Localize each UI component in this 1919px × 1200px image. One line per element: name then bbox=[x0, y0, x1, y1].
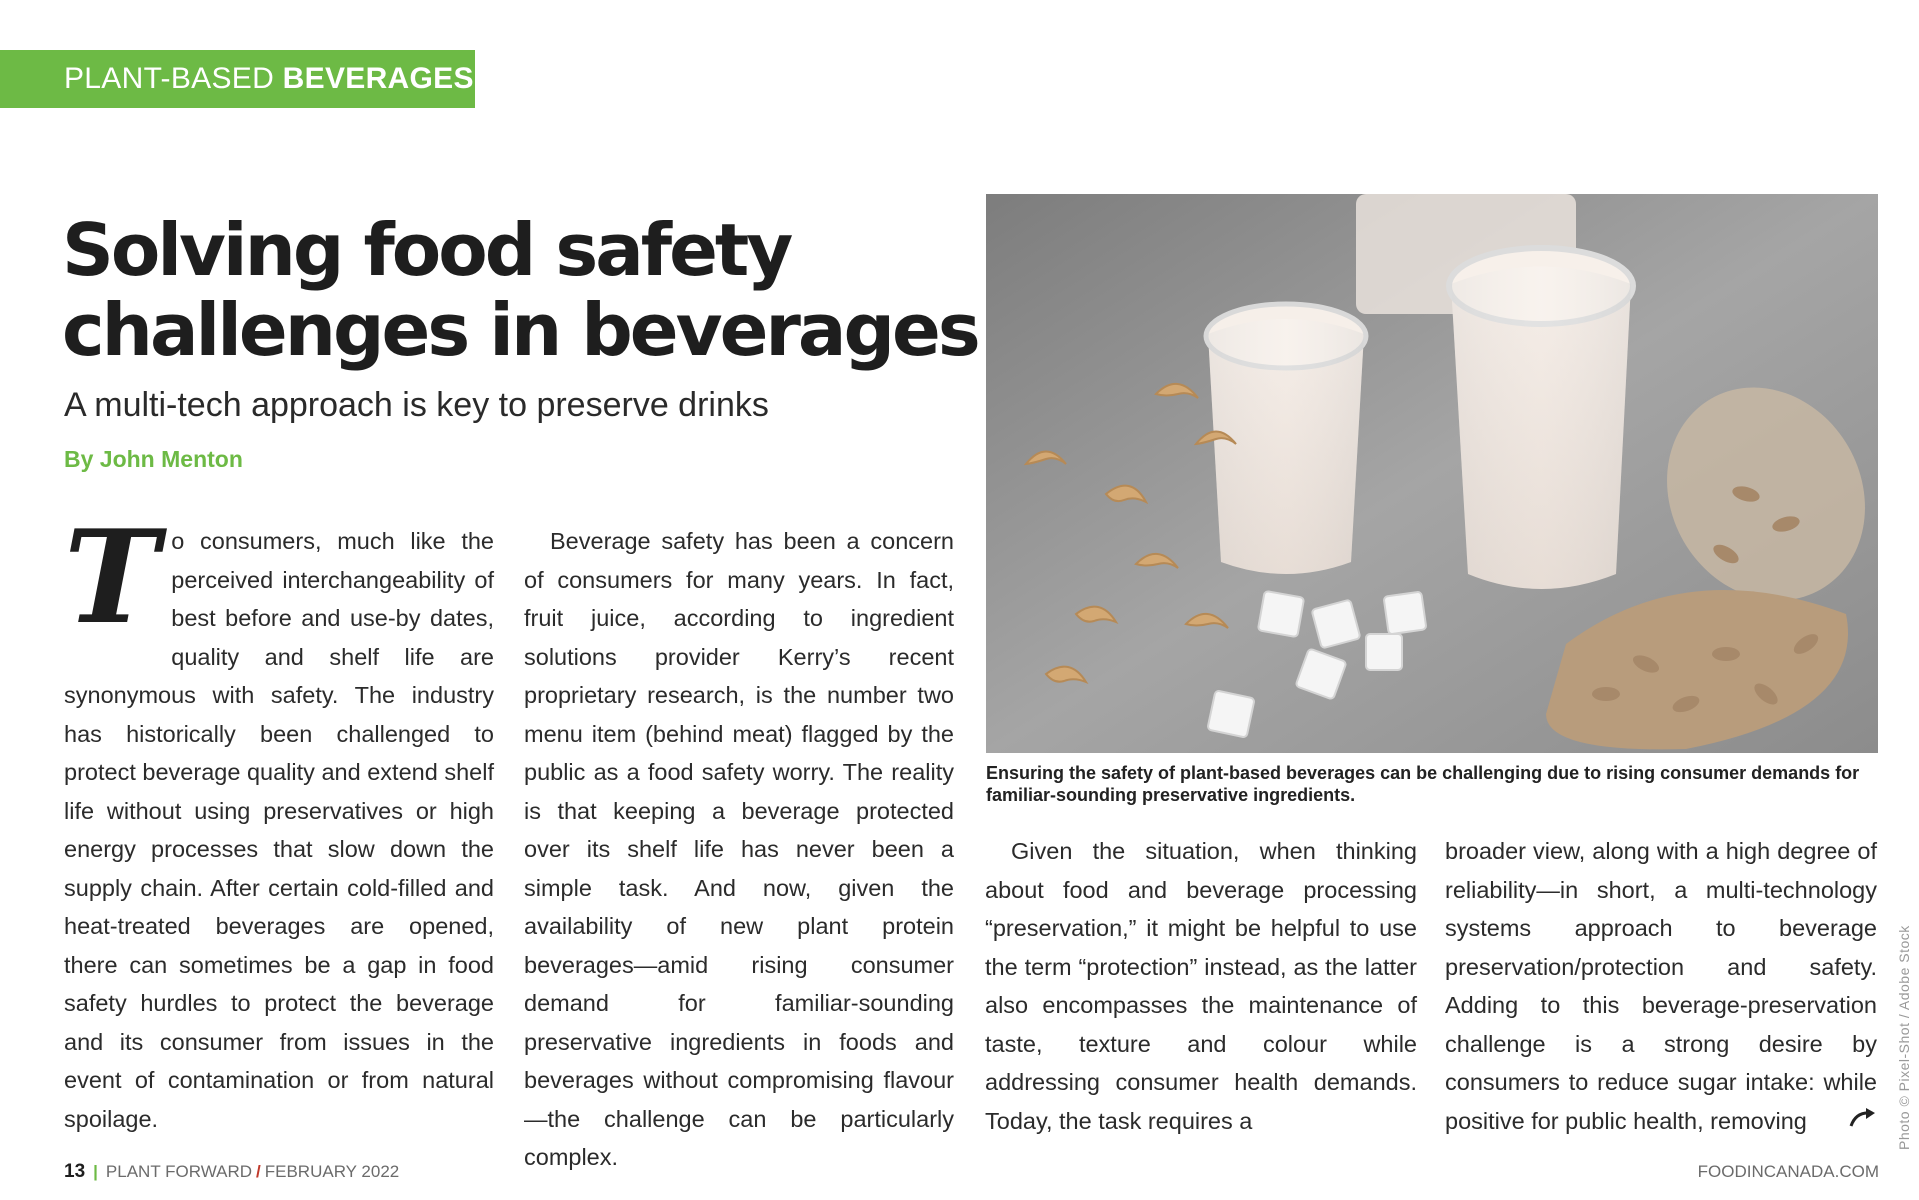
footer-separator: | bbox=[93, 1162, 98, 1181]
column-1-paragraph: o consumers, much like the perceived interchangeability of best before and use-by dates, quality and shelf life are synonymous with safety. The industry has historically been challenged to protect beverage quality and extend shelf life without using preservatives or high energy processes that slow down the supply chain. After certain cold-filled and heat-treated beverages are opened, there can sometimes be a gap in food safety hurdles to protect the beverage and its consumer from issues in the event of contamination or from natural spoilage. bbox=[64, 528, 494, 1132]
section-tag bbox=[0, 50, 475, 108]
article-photo bbox=[986, 194, 1878, 753]
column-4-paragraph: broader view, along with a high degree of reliability—in short, a multi-technology systems approach to beverage preservation/protection and safety. Adding to this beverage-preservation challenge is a strong desire by consumers to reduce sugar intake: while positive for public health, removing bbox=[1445, 838, 1877, 1134]
curved-arrow-icon bbox=[1848, 1106, 1878, 1130]
plant-milk-photo-illustration bbox=[986, 194, 1878, 753]
website-url[interactable]: FOODINCANADA.COM bbox=[1697, 1162, 1879, 1181]
section-tag-light: PLANT-BASED bbox=[64, 62, 283, 95]
article-title-line2: challenges in beverages bbox=[62, 288, 978, 372]
publication-name: PLANT FORWARD bbox=[105, 1162, 252, 1181]
article-byline: By John Menton bbox=[64, 446, 243, 472]
issue-date: FEBRUARY 2022 bbox=[264, 1162, 400, 1181]
photo-credit: Photo © Pixel-Shot / Adobe Stock bbox=[1896, 925, 1912, 1150]
text-column-1 bbox=[64, 503, 494, 1138]
column-3-paragraph: Given the situation, when thinking about food and beverage processing “preservation,” it might be helpful to use the term “protection” instead, as the latter also encompasses the maintenance of taste, texture and colour while addressing consumer health demands. Today, the task requires a bbox=[985, 838, 1417, 1134]
article-title bbox=[62, 210, 982, 370]
article-title-line1: Solving food safety bbox=[62, 208, 791, 292]
page-footer-left bbox=[64, 1161, 399, 1183]
text-column-2 bbox=[524, 522, 954, 1177]
footer-slash: / bbox=[256, 1162, 261, 1181]
text-column-4 bbox=[1445, 832, 1877, 1140]
page-number: 13 bbox=[64, 1161, 86, 1182]
text-column-3 bbox=[985, 832, 1417, 1140]
photo-caption: Ensuring the safety of plant-based beverages can be challenging due to rising consumer demands for familiar-sounding preservative ingredients. bbox=[986, 763, 1860, 805]
article-deck: A multi-tech approach is key to preserve drinks bbox=[64, 386, 769, 424]
column-2-paragraph: Beverage safety has been a concern of consumers for many years. In fact, fruit juice, according to ingredient solutions provider Kerry’s recent proprietary research, is the number two menu item (behind meat) flagged by the public as a food safety worry. The reality is that keeping a beverage protected over its shelf life has never been a simple task. And now, given the availability of new plant protein beverages—amid rising consumer demand for familiar-sounding preservative ingredients in foods and beverages without compromising flavour—the challenge can be particularly complex. bbox=[524, 528, 954, 1170]
drop-cap: T bbox=[64, 503, 160, 653]
section-tag-bold: BEVERAGES bbox=[282, 62, 474, 95]
